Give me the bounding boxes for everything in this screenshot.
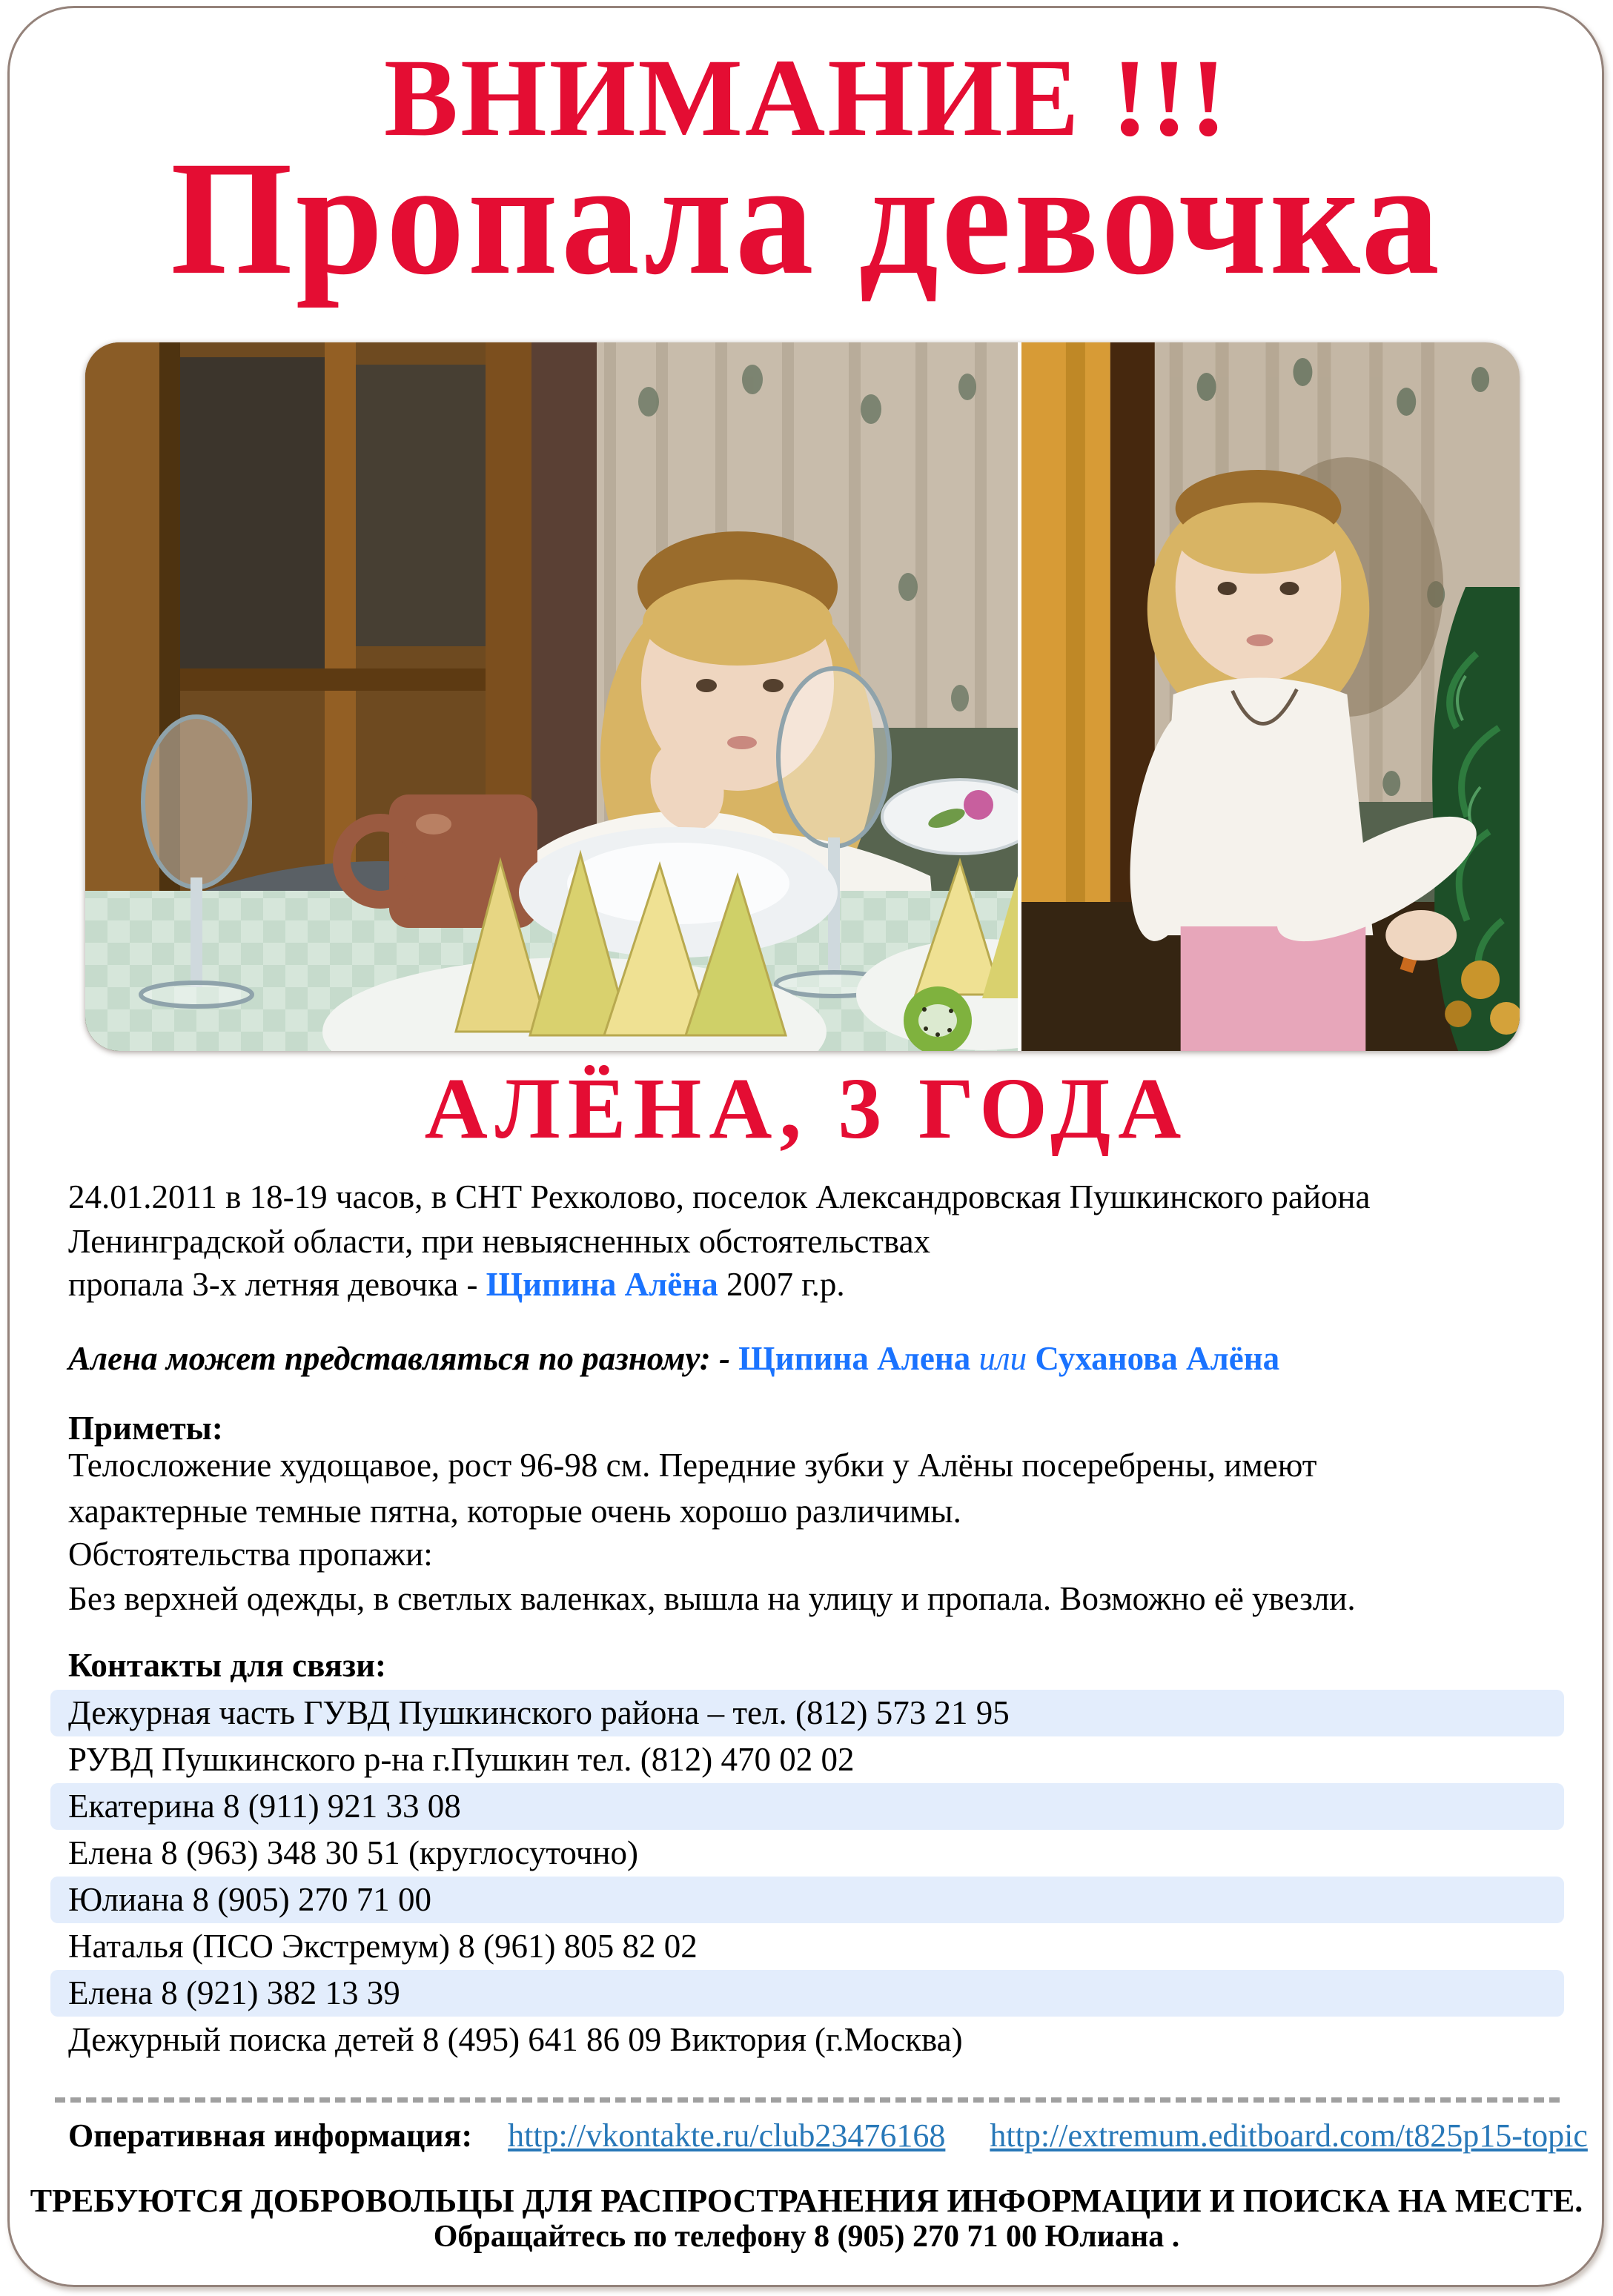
contacts-list: [50, 1690, 1564, 2063]
photo-girl-at-table-illustration: [85, 342, 1018, 1051]
contact-row: Дежурный поиска детей 8 (495) 641 86 09 Виктория (г.Москва): [68, 2021, 963, 2058]
title-attention: ВНИМАНИЕ !!!: [383, 36, 1230, 159]
operational-info-line: [68, 2117, 1588, 2154]
alias-name-1: Щипина Алена: [738, 1340, 971, 1377]
contact-row: РУВД Пушкинского р-на г.Пушкин тел. (812) 470 02 02: [68, 1741, 855, 1778]
contact-row: Юлиана 8 (905) 270 71 00: [50, 1877, 1564, 1923]
description-line-2: Ленинградской области, при невыясненных обстоятельствах: [68, 1223, 931, 1260]
circumstances-line: Без верхней одежды, в светлых валенках, вышла на улицу и пропала. Возможно её увезли.: [68, 1580, 1356, 1617]
description-line-3-prefix: пропала 3-х летняя девочка -: [68, 1266, 486, 1303]
photo-strip: [85, 342, 1520, 1051]
contact-phone-line: Обращайтесь по телефону 8 (905) 270 71 00 Юлиана .: [433, 2220, 1180, 2254]
contacts-heading: Контакты для связи:: [68, 1647, 387, 1684]
alias-conjunction: или: [970, 1340, 1036, 1377]
circumstances-heading: Обстоятельства пропажи:: [68, 1536, 433, 1573]
signs-line-1: Телосложение худощавое, рост 96-98 см. Передние зубки у Алёны посеребрены, имеют: [68, 1447, 1317, 1484]
contact-row: Наталья (ПСО Экстремум) 8 (961) 805 82 02: [68, 1928, 698, 1965]
description-line-3-suffix: 2007 г.р.: [718, 1266, 845, 1303]
description-line-1: 24.01.2011 в 18-19 часов, в СНТ Рехколово, поселок Александровская Пушкинского района: [68, 1178, 1371, 1215]
photo-girl-christmas-tree-illustration: [1021, 342, 1520, 1051]
alias-prefix: Алена может представляться по разному: -: [68, 1340, 739, 1377]
photo-girl-at-table: [85, 342, 1018, 1051]
dashed-separator: [55, 2097, 1560, 2103]
contact-row: Екатерина 8 (911) 921 33 08: [50, 1783, 1564, 1830]
alias-line: [68, 1340, 1279, 1378]
vkontakte-link[interactable]: http://vkontakte.ru/club23476168: [508, 2117, 946, 2154]
title-missing-girl: [0, 127, 1613, 308]
child-full-name: Щипина Алёна: [486, 1266, 718, 1303]
description-line-3: [68, 1266, 845, 1304]
title-missing-girl-text: Пропала девочка: [170, 127, 1443, 308]
extremum-forum-link[interactable]: http://extremum.editboard.com/t825p15-topic: [990, 2117, 1588, 2154]
photo-girl-christmas-tree: [1021, 342, 1520, 1051]
child-name-age: АЛЁНА, 3 ГОДА: [424, 1060, 1189, 1157]
contact-row: Елена 8 (963) 348 30 51 (круглосуточно): [68, 1834, 638, 1871]
operational-info-label: Оперативная информация:: [68, 2117, 473, 2154]
signs-line-2: характерные темные пятна, которые очень хорошо различимы.: [68, 1493, 961, 1530]
alias-name-2: Суханова Алёна: [1035, 1340, 1280, 1377]
contact-row: Дежурная часть ГУВД Пушкинского района – тел. (812) 573 21 95: [50, 1690, 1564, 1736]
volunteers-call-line: ТРЕБУЮТСЯ ДОБРОВОЛЬЦЫ ДЛЯ РАСПРОСТРАНЕНИЯ ИНФОРМАЦИИ И ПОИСКА НА МЕСТЕ.: [30, 2183, 1583, 2219]
contact-row: Елена 8 (921) 382 13 39: [50, 1970, 1564, 2017]
signs-heading: Приметы:: [68, 1410, 223, 1447]
